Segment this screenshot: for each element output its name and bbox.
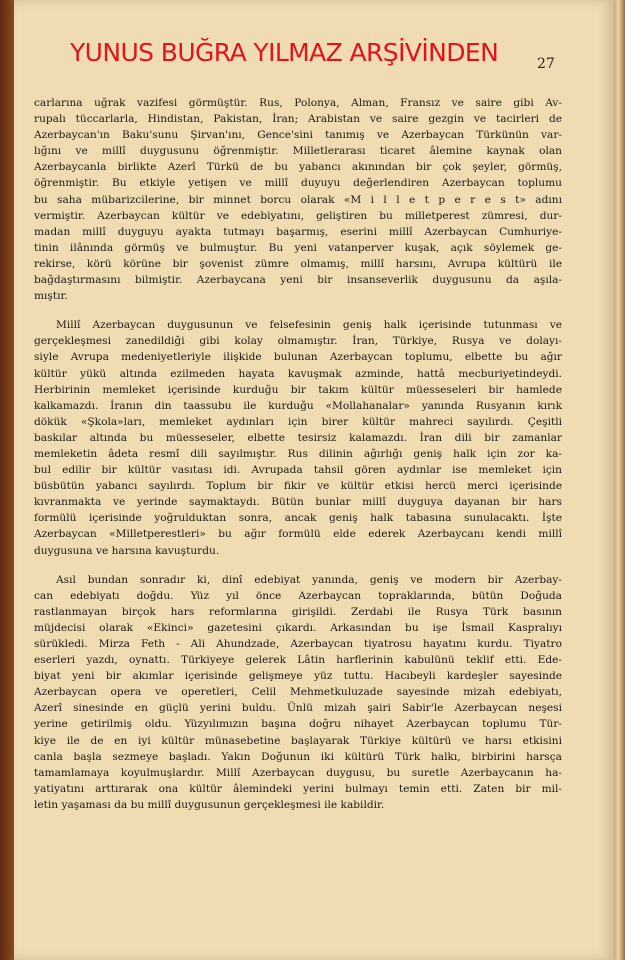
text-line: vermiştir. Azerbaycan kültür ve edebiyatını, geliştiren bu milletperest zümresi, dur- [34,209,562,222]
paragraph [34,572,562,813]
archive-title: YUNUS BUĞRA YILMAZ ARŞİVİNDEN [70,38,499,67]
text-line: kalkamazdı. İranın din taassubu ile kurduğu «Mollahanalar» yanında Rusyanın kırık [34,399,562,412]
text-line: siyle Avrupa medeniyetleriyle ilişkide bulunan Azerbaycan toplumu, elbette bu ağır [34,351,562,364]
text-line: duygusuna ve harsına kavuşturdu. [34,544,220,557]
text-line: büsbütün yabancı sayılırdı. Toplum bir fikir ve kültür etkisi hercü merci içerisinde [34,480,562,493]
text-line: kiye ile de en iyi kültür münasebetine başlayarak Türkiye kültürü ve harsı etkisini [34,734,562,747]
paragraph [34,317,562,558]
text-line: Azerbaycanla birlikte Azerî Türkü de bu yabancı akınından bir çok şeyler, görmüş, [34,161,562,174]
text-line: bağdaştırmasını bilmiştir. Azerbaycana yeni bir insanseverlik duygusunu da aşıla- [34,274,562,287]
text-line: yerine getirilmiş oldu. Yüzyılımızın başına doğru nihayet Azerbaycan toplumu Tür- [34,718,562,731]
text-line: tamamlamaya koyulmuşlardır. Millî Azerbaycan duygusu, bu suretle Azerbaycanın ha- [34,766,562,779]
text-line: baskılar altında bu müesseseler, elbette tesirsiz kalamazdı. İran dili bir zamanlar [34,431,562,444]
body-text [34,95,562,826]
text-line: Azerbaycan «Milletperestleri» bu ağır formülü elde ederek Azerbaycanı kendi millî [34,528,562,541]
text-line: memleketin âdeta resmî dili sayılmıştır. Rus dilinin ağırlığı geniş halk için zor ka- [34,447,562,460]
text-line: bu saha mübarizcilerine, bir minnet borcu olarak «M i l l e t p e r e s t» adını [34,193,562,206]
text-line: Herbirinin memleket içerisinde kurduğu bir takım kültür müesseseleri bir hamlede [34,383,562,396]
text-line: Asıl bundan sonradır ki, dinî edebiyat yanında, geniş ve modern bir Azerbay- [56,573,562,586]
text-line: can edebiyatı doğdu. Yüz yıl önce Azerbaycan topraklarında, bütün Doğuda [34,589,562,602]
text-line: madan millî duyguyu ayakta tutmayı başarmış, eserini millî Azerbaycan Cumhuriye- [34,225,562,238]
text-line: formülü içerisinde yoğrulduktan sonra, ancak geniş halk tabasına sunulacaktı. İşte [34,512,562,525]
text-line: rekirse, körü körüne bir şovenist zümre olmamış, millî harsını, Avrupa kültürü ile [34,257,562,270]
text-line: lığını ve millî duygusunu öğrenmiştir. Milletlerarası ticaret âlemine kaynak olan [34,145,562,158]
text-line: carlarına uğrak vazifesi görmüştür. Rus, Polonya, Alman, Fransız ve saire gibi Av- [34,97,562,109]
text-line: öğrenmiştir. Bu etkiyle yetişen ve millî duyuyu değerlendiren Azerbaycan toplumu [34,177,562,190]
text-line: müjdecisi olarak «Ekinci» gazetesini çıkardı. Arkasından bu işe İsmail Kaspralıyı [34,621,562,634]
text-line: kıvranmakta ve yerinde saymaktaydı. Bütün bunlar millî duyguya dayanan bir hars [34,496,562,509]
book-spine-shadow [0,0,14,960]
text-line: gerçekleşmesi zanedildiği gibi kolay olmamıştır. İran, Türkiye, Rusya ve dolayı- [34,335,562,348]
text-line: dökük «Şkola»ları, memleket aydınları için birer kültür mahreci sayılırdı. Çeşitli [34,415,562,428]
text-line: bul edilir bir kültür vasıtası idi. Avrupada tahsil gören aydınlar ise memleket için [34,464,562,477]
text-line: letin yaşaması da bu millî duygusunun gerçekleşmesi ile kabildir. [34,798,385,811]
text-line: kültür yükü altında ezilmeden hayata kavuşmak azminde, hattâ mecburiyetindeydi. [34,367,562,380]
text-line: rupalı tüccarlarla, Hindistan, Pakistan, İran; Arabistan ve saire gezgin ve tacirleri de [34,113,562,126]
text-line: Azerbaycan'ın Baku'sunu Şirvan'ını, Gence'sini tanımış ve Azerbaycan Türkünün var- [34,129,562,142]
text-line: eserleri yazdı, oynattı. Türkiyeye gelerek Lâtin harflerinin kabulünü teklif etti. Ede- [34,654,562,667]
text-line: canla başla sezmeye başladı. Yakın Doğunun iki kültürü Türk halkı, birbirini harsça [34,750,562,763]
page-edge [614,0,625,960]
text-line: tinin ilânında görmüş ve bulmuştur. Bu yeni vatanperver kuşak, açık söylemek ge- [34,241,562,254]
paragraph [34,95,562,304]
text-line: Azerî sinesinde en güçlü yerini buldu. Ünlü mizah şairi Sabir'le Azerbaycan neşesi [34,702,562,715]
text-line: yatiyatını arttırarak ona kültür âlemindeki yerini bulmayı temin etti. Zaten bir mil- [34,782,562,795]
text-line: Azerbaycan opera ve operetleri, Celil Mehmetkuluzade sayesinde mizah edebiyatı, [34,686,562,699]
text-line: mıştır. [34,290,68,303]
page-number: 27 [537,56,555,72]
text-line: biyat yeni bir akımlar içerisinde gelişmeye yüz tuttu. Hacıbeyli kardeşler sayesinde [34,670,562,683]
text-line: sürükledi. Mirza Feth - Ali Ahundzade, Azerbaycan tiyatrosu hayatını kurdu. Tiyatro [34,638,562,650]
text-line: rastlanmayan birçok hars reformlarına girişildi. Zerdabi ile Rusya Türk basının [34,605,562,618]
text-line: Millî Azerbaycan duygusunun ve felsefesinin geniş halk içerisinde tutunması ve [56,319,562,332]
